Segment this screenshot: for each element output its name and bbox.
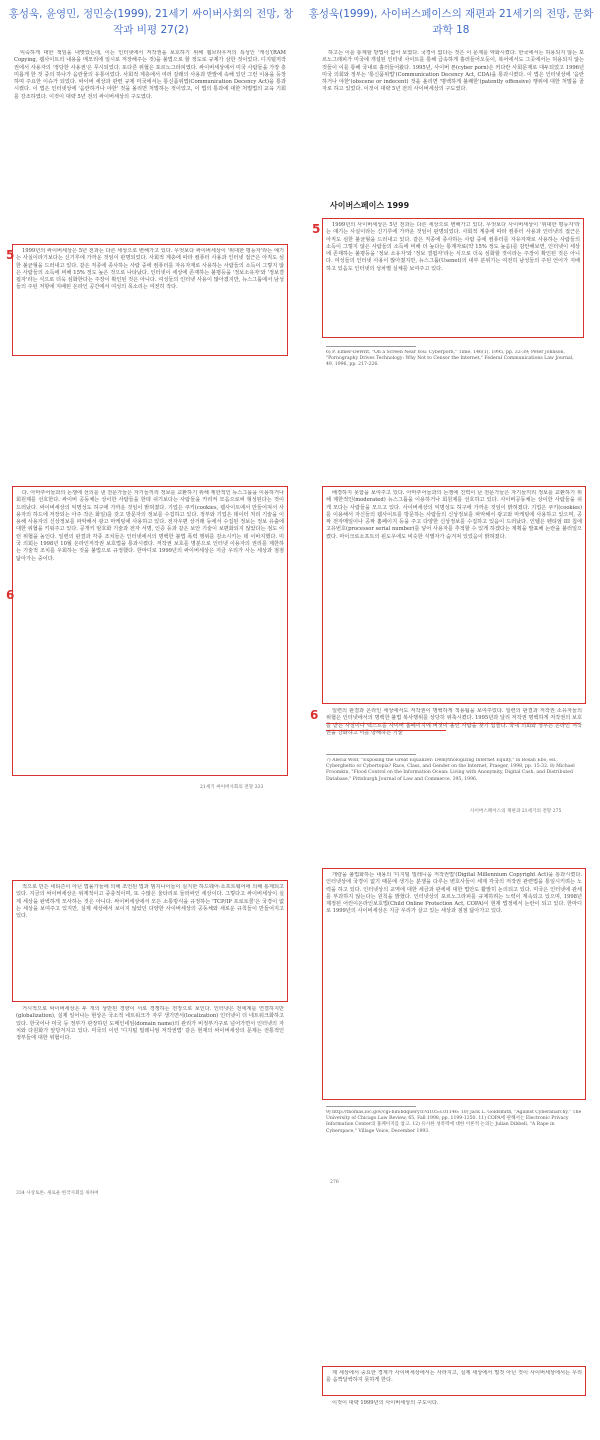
page-7-box-text <box>326 1370 582 1392</box>
page-1-paragraph: 익숙하게 대한 책임을 내맞았는데, 이는 인터넷에서 저작권을 보호하기 위해 웹브라우저의 특성인 '캐싱'(RAM Copying, 웹사이트의 내용을 메모리에 일시로 저장해주는 것)을 불법으로 할 정도로 규제가 삼한 것이었다. 디지털저작권에서 사용자의 '정당한 사용권'은 무시되었다. 또다른 위협은 포르노그라피였다. 싸이버세상에서 미국 사람들을 가장 흥미롭게 한 것 중의 하나가 음란물의 유통이었다. 사회적 계층에서 여러 갈래의 사용과 반발에 속해 있던 그런 이용을 등장하며 주요한 이슈가 되었다. 싸이버 세상과 관련 규제 미국에서는 통신품위법(Communication Decency Act)을 통과시켰다. 이 법은 인터넷상에 '음란하거나 야한' 것을 올리면 처벌하는 것이었고, 이 법의 통과에 대한 처벌법의 교육 기회를 강조하였다. 이것이 대략 5년 전의 싸이버세상의 구도였다. <box>14 50 286 100</box>
page-1-text <box>14 50 286 242</box>
page-4-footnotes: 7) Alecia Wolf, "Exposing the Great Equalizer: Demythologizing Internet Equity," in Bosah Ebo, ed., Cyberghetto or Cybertopia? Race, Class, and Gender on the Internet, Praeger, 1998, pp. 15-32. 8) Michael Froomkin, "Flood Control on the Information Ocean: Living with Anonymity, Digital Cash, and Distributed Database," Pittsburgh Journal of Law and Commerce, 395, 1996. <box>326 758 575 782</box>
page-4-footnote-rule <box>326 754 416 755</box>
page-3-box-text <box>16 490 284 772</box>
page-4-footer: 사이버스페이스의 재편과 21세기의 전망 275 <box>470 809 562 814</box>
page-2-text <box>322 50 584 190</box>
page-3-footer: 21세기 싸이버사회의 전망 333 <box>200 785 264 790</box>
page-2-box-text <box>326 222 580 334</box>
page-7-box-paragraph: 제 세상에서 중요한 경계가 사이버세상에서는 사라지고, 실제 세상에서 벌것 아닌 것이 사이버세상에서는 우리를 옴짝달싹하지 못하게 한다. <box>326 1370 582 1384</box>
left-header: 홍성욱, 윤영민, 정민승(1999), 21세기 싸이버사회의 전망, 창작과 비평 27(2) <box>8 8 294 36</box>
page-7-after-paragraph: 이것이 대략 1999년의 사이버세상의 구도이다. <box>332 1400 439 1406</box>
page-4-box-text <box>326 490 582 700</box>
page-2-footnotes: 6) P. Elmer-DeWitt, "On a Screen Near You: Cyberporn," Time, 146(1), 1995, pp. 32-39; Peter Johnson, "Pornography Drives Technology: Why Not to Censor the Internet," Federal Communications Law Journal, 49, 1996, pp. 217-226. <box>326 350 574 368</box>
page-4-underline-1 <box>326 723 580 724</box>
marker-6-right: 6 <box>310 708 319 722</box>
page-3-box-paragraph: 다. 아마추어들과의 논쟁에 선의를 낸 전문가들은 자기들끼리 정보를 교환하기 위해 제한적인 뉴스그룹을 이용하거나 회원제를 선호한다. 싸이버 공동체는 상이한 사람들을 한데 쉬기보다는 사람들을 카리켜 모음으로써 형성된다는 것이 드러났다. 싸이버세상의 익명성도 허구에 가까운 것임이 밝혀졌다. 기업은 쿠키(cookies, 웹사이트에서 만들어져서 사용자의 하드에 저장되는 아주 작은 화일)를 갖고 방문자의 정보를 수집하고 있다. 정부와 기업은 데이터 처리 기술을 이용해 사용자의 신상정보를 파악해서 광고 마케팅에 사용하고 있다. 전자우편 상거래 등에서 수집된 정보는 정보 유출에 대한 위협을 키워주고 있다. 공개키 암호화 기술과 전자 서명, 인증 등과 같은 보안 기술이 보편화되지 않았다는 점도 이런 위협을 높인다. 일련의 판결과 각종 조치들은 인터넷에서의 명백한 불법 폭력 행위를 감소시키는 데 이바지했다. 미국 의회는 1998년 10월 온라인저작권 보호법을 통과시켰다. 저작권 보호를 명분으로 인터넷 이용자의 권리를 제한하는 기술적 조치를 우회하는 것을 불법으로 규정했다. 한마디로 1999년의 싸이버세상은 지금 우리가 사는 세상과 점점 닮아가는 중이다. <box>16 490 284 562</box>
page-6-footer: 276 <box>330 1180 339 1185</box>
page-6-box-text <box>326 872 582 1096</box>
section-title: 사이버스페이스 1999 <box>330 201 410 210</box>
page-5-box-text <box>16 884 284 998</box>
page-2-box-paragraph: 1999년의 사이버세상은 5년 전과는 다른 세상으로 변해가고 있다. 무엇보다 사이버세상이 '위대한 평등자'라는 얘기는 사실이라는 신기루에 가까운 것임이 판명되었다. 사회적 계층에 따라 컴퓨터 사용과 인터넷의 접근은 아직도 심한 불균형을 드러내고 있다. 같은 직종에 종사하는 사람 중에 컴퓨터를 자유자재로 사용하는 사람들의 소득이 그렇지 않은 사람들의 소득에 비해 더 높다는 통계자료(약 15% 정도 높음)를 감안해보면, 인터넷이 세상에 존재하는 불평등을 '정보 소유자'와 '정보 결핍자'라는 식으로 더욱 심화할 것이라는 주장이 확인된 것은 아니다. 여성들의 인터넷 사용이 많아졌지만, 뉴스그룹(Usenet)의 내부 분위기는 여전히 남성들의 주된 언어가 지배하고 있음도 인터넷의 성차별 실체를 보여주고 있다. <box>326 222 580 272</box>
page-7-after-text <box>326 1400 582 1410</box>
page-5-after-text <box>16 1006 284 1178</box>
page-2-paragraph: 하고는 이를 통제할 방법이 없어 보였다. 국경이 없다는 것은 이 문제를 악화시켰다. 한국에서는 허용되지 않는 포르노그래피가 미국에 개설된 인터넷 사이트를 통해 급속하게 흘러들어오듯이, 복어에서도 그곳에서는 허용되지 않는 것들이 이를 통해 국내로 흘러들어왔다. 1995년, 사이버 폰(cyber porn)은 커다란 사회문제로 대두되었고 1996년 미국 의회와 정부는 '통신품위법'(Communication Decency Act, CDA)을 통과시켰다. 이 법은 인터넷상에 '음란하거나 야한'(obscene or indecent) 것을 올리면 '명백하게 불쾌한'(patently offensive) 행위에 대한 처벌을 골자로 하고 있었다. 이것이 대략 5년 전의 사이버세상의 구도였다. <box>322 50 584 93</box>
page-4-underline-2 <box>326 730 446 731</box>
page-4-after-text <box>326 708 582 750</box>
page-6-footnotes: 9) http://thomas.loc.gov/cgi-bin/bdquery/z?d105:s.01146: 10) Jack L. Goldsmith, "Against Cyberanarchy," The University of Chicago Law Review, 65, Fall 1998, pp. 1199-1250. 11) COPA에 관해서는 Electronic Privacy Information Center의 홈페이지를 참고. 12) 유사한 성폭력에 대한 이론적 논의는 Julian Dibbell, "A Rape in Cyberspace," Village Voice, December 1993. <box>326 1110 582 1134</box>
page-5-after-paragraph: 거시적으로 싸이버세상은 두 개의 상반된 경향이 서로 경쟁하는 전장으로 보인다. 인터넷은 전세계를 연결하지만(globalization), 실제 일어나는 현상은 국소적 네트워크가 자꾸 생기면서(localization) 인터넷이 더 네트워크화하고 있다. 한국어나 미국 등 정부가 관장하던 도메인네임(domain name)의 관리가 비정부기구로 넘어가면서 인터넷의 자치와 다원화가 앞당겨지고 있다. 미국의 이런 '디지털 밀레니엄 저작권법' 같은 현재의 싸이버세상의 문제는 전통적인 정부들에 대한 위협이다. <box>16 1006 284 1042</box>
page-1-box-paragraph: 1999년의 싸이버세상은 5년 전과는 다른 세상으로 변해가고 있다. 무엇보다 싸이버세상이 '위대한 평등자'라는 예기는 사실이라기보다는 신기루에 가까운 것임이 판명되었다. 사회적 계층에 따라 컴퓨터 사용과 인터넷 접근은 아직도 심한 불균형을 드러내고 있다. 같은 직종에 종사하는 사람 중에 컴퓨터를 자유자재로 사용하는 사람들의 소득이 그렇지 않은 사람들의 소득에 비해 15% 정도 높은 것으로 나타났다. 인터넷이 세상에 존재하는 불평등을 '정보소유자'와 '정보결핍자'라는 식으로 더욱 심화한다는 주장이 확인된 것은 아니다. 여성들의 인터넷 사용이 많아졌지만, 뉴스그룹에서 남성들의 주된 저항에 지배된 온라인 공간에서 여성의 목소리는 여전히 작다. <box>16 248 284 291</box>
page-4-box-paragraph: 배경하지 못함을 보여주고 있다. 아마추어들과의 논쟁에 진력이 난 전문가들은 자기들끼리 정보를 교환하기 위해 제한적인(moderated) 뉴스그룹을 이용하거나 회원제를 선호하고 있다. 사이버공동체는 상이한 사람들을 쉬게 모다는 사람들을 모으고 있다. 사이버세상의 익명성도 허구에 가까운 것임이 밝혀졌다. 기업은 쿠키(cookies)를 이용해서 자신들의 웹사이트를 방문하는 사람들의 신상정보를 파악해서 광고와 마케팅에 사용하고 있으며, 공짜 전자메일이나 공짜 홈페이지 등을 주고 다양한 신상정보를 수집하고 있음이 드러났다. 인텔은 펜티엄 III 칩에 고유번호(processor serial number)를 넣어 사용자를 추적할 수 있게 하겠다는 계획을 발표해 논란을 불러일으켰다. 마이크로소프트의 윈도우에도 비슷한 식별자가 숨겨져 있었음이 밝혀졌다. <box>326 490 582 540</box>
page-5-footer: 334 사상토론: 새로운 한국사회를 위하여 <box>16 1191 99 1196</box>
marker-5-left: 5 <box>6 248 15 262</box>
page-2-footnote-rule <box>326 346 416 347</box>
marker-5-right: 5 <box>312 222 321 236</box>
page-1-box-text <box>16 248 284 352</box>
page-5-box-paragraph: 적으로 만든 네티즌이 아닌 법률가들에 의해 조언된 법과 범지나이들이 실지한 하드웨어·소프트웨어에 의해 통제되고 있다. 지금의 싸이버세상은 위계적이고 중층적이며, 또 수많은 울타리로 둘러싸인 세상이다. 그렇다고 싸이버세상이 실제 세상을 완벽하게 모사하는 것은 아니다. 싸이버세상에서 모든 소통방식을 규정하는 'TCP/IP 프로토콜'은 국경이 없는 세상을 보여주고 있지만, 실제 세상에서 보이지 않았던 다양한 사이버세상의 공동체와 새로운 규칙들이 만들어지고 있다. <box>16 884 284 920</box>
right-header: 홍성욱(1999), 사이버스페이스의 재편과 21세기의 전망, 문화과학 18 <box>308 8 594 36</box>
page-6-footnote-rule <box>326 1106 416 1107</box>
page-4-after-paragraph: 일련의 판결과 온라인 세상에서도 저작권이 명백하게 적용됨을 보여주었다. 일련의 판결과 저작권 소유자들의 위협은 인터넷에서의 명백한 불법 복사행위를 상당히 위축시켰다. 1995년과 달리 저작권 명백하게 저작권의 보호를 받는 사실이나 텍스트를 사이버 홈페이지에 버젓이 올린 사람을 찾기 힘들다. 국내 의회와 정부는 온라인 저작권을 강화하고 이를 방해하는 기술 <box>326 708 582 736</box>
page-6-box-paragraph: 개량을 불법화하는 내용의 '디지털 밀레니움 저작권법'(Digital Millennium Copyright Act)을 통과시켰다. 인터넷상에 국경이 없기 때문에 생기는 분쟁을 다루는 변호사들이 세계 각국의 저작권 관련법을 통일시키려는 노력을 하고 있다. 인터넷상의 교역에 대한 세금과 관세에 대한 법안도 활발히 논의되고 있다. 미국은 인터넷에 관세를 부과하지 않는다는 원칙을 밝혔다. 인터넷상의 포르노그라피를 규제하려는 노력이 계속되고 있으며, 1998년 제정된 어린이온라인보호법(Child Online Protection Act, COPA)이 현재 법정에서 논란이 되고 있다. 한마디로 1999년의 사이버세상은 지금 우리가 살고 있는 세상과 점점 닮아가고 있다. <box>326 872 582 915</box>
marker-6-left: 6 <box>6 588 15 602</box>
